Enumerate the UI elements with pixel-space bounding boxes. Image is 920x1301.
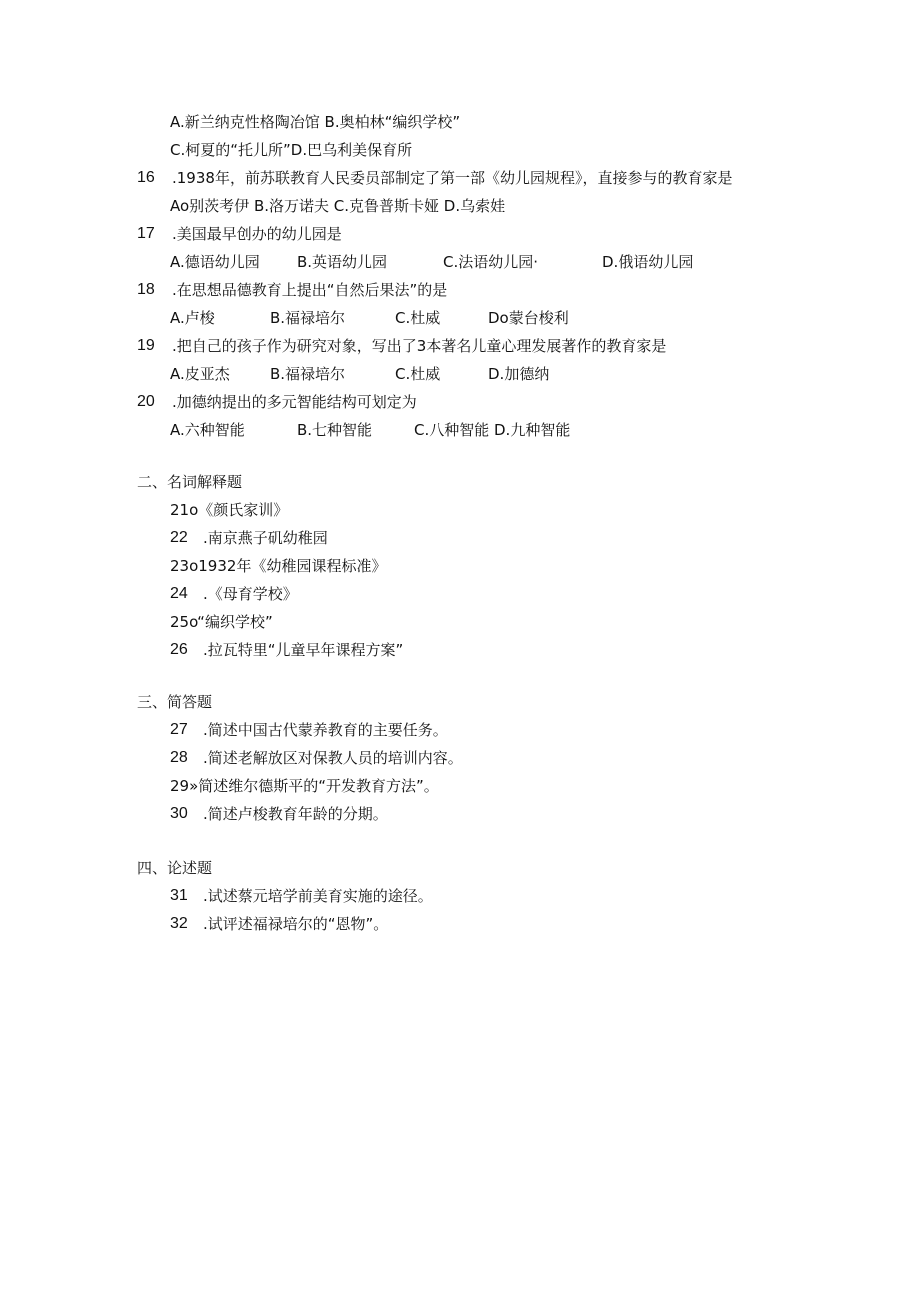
q17-option-a: A.德语幼儿园 (170, 253, 260, 271)
term-22-number: 22 (170, 529, 188, 546)
term-22: .南京燕子矶幼稚园 (203, 529, 328, 547)
q18-option-a: A.卢梭 (170, 309, 215, 327)
q20-option-b: B.七种智能 (297, 421, 373, 439)
q20-number: 20 (137, 393, 155, 410)
term-21: 21o《颜氏家训》 (170, 501, 289, 519)
q19-stem: .把自己的孩子作为研究对象，写出了3本著名儿童心理发展著作的教育家是 (172, 337, 667, 355)
q27-text: .简述中国古代蒙养教育的主要任务。 (203, 721, 448, 739)
term-26: .拉瓦特里“儿童早年课程方案” (203, 641, 404, 659)
q16-stem: .1938年，前苏联教育人民委员部制定了第一部《幼儿园规程》，直接参与的教育家是 (172, 169, 733, 187)
section2-title: 二、名词解释题 (137, 473, 243, 491)
q18-option-b: B.福禄培尔 (270, 309, 346, 327)
term-24: .《母育学校》 (203, 585, 298, 603)
q20-option-a: A.六种智能 (170, 421, 245, 439)
q32-text: .试评述福禄培尔的“恩物”。 (203, 915, 389, 933)
q31-text: .试述蔡元培学前美育实施的途径。 (203, 887, 433, 905)
q32-number: 32 (170, 915, 188, 932)
q30-text: .简述卢梭教育年龄的分期。 (203, 805, 388, 823)
q19-option-a: A.皮亚杰 (170, 365, 230, 383)
q17-option-c: C.法语幼儿园· (443, 253, 539, 271)
q18-option-d: Do蒙台梭利 (488, 309, 569, 327)
term-23: 23o1932年《幼稚园课程标准》 (170, 557, 387, 575)
q27-number: 27 (170, 721, 188, 738)
q31-number: 31 (170, 887, 188, 904)
q19-number: 19 (137, 337, 155, 354)
q17-stem: .美国最早创办的幼儿园是 (172, 225, 342, 243)
q28-number: 28 (170, 749, 188, 766)
q19-option-d: D.加德纳 (488, 365, 550, 383)
q15-options-line1: A.新兰纳克性格陶冶馆 B.奥柏林“编织学校” (170, 113, 461, 131)
section3-title: 三、简答题 (137, 693, 213, 711)
term-26-number: 26 (170, 641, 188, 658)
q15-options-line2: C.柯夏的“托儿所”D.巴乌利美保育所 (170, 141, 413, 159)
q18-stem: .在思想品德教育上提出“自然后果法”的是 (172, 281, 448, 299)
q28-text: .简述老解放区对保教人员的培训内容。 (203, 749, 463, 767)
q20-option-cd: C.八种智能 D.九种智能 (414, 421, 571, 439)
q17-option-b: B.英语幼儿园 (297, 253, 388, 271)
q29-text: 29»简述维尔德斯平的“开发教育方法”。 (170, 777, 439, 795)
q17-number: 17 (137, 225, 155, 242)
q16-number: 16 (137, 169, 155, 186)
q30-number: 30 (170, 805, 188, 822)
q17-option-d: D.俄语幼儿园 (602, 253, 694, 271)
q16-options: Ao别茨考伊 B.洛万诺夫 C.克鲁普斯卡娅 D.乌索娃 (170, 197, 506, 215)
term-24-number: 24 (170, 585, 188, 602)
section4-title: 四、论述题 (137, 859, 213, 877)
q19-option-b: B.福禄培尔 (270, 365, 346, 383)
q20-stem: .加德纳提出的多元智能结构可划定为 (172, 393, 417, 411)
q18-option-c: C.杜威 (395, 309, 441, 327)
term-25: 25o“编织学校” (170, 613, 273, 631)
q18-number: 18 (137, 281, 155, 298)
q19-option-c: C.杜威 (395, 365, 441, 383)
